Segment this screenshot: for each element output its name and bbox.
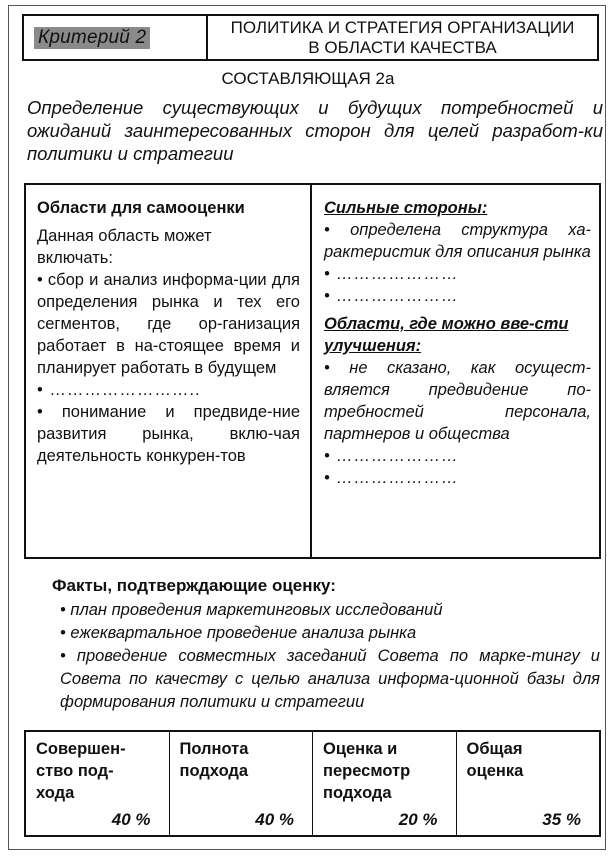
self-assessment-lead: Данная область может включать: <box>37 227 212 267</box>
criterion-title-line1: ПОЛИТИКА И СТРАТЕГИЯ ОРГАНИЗАЦИИ <box>230 18 575 37</box>
self-assessment-title: Области для самооценки <box>37 199 245 217</box>
criterion-header <box>22 14 599 61</box>
score-label-line: ство под- <box>36 762 114 780</box>
score-cell-assessment-review <box>313 732 457 835</box>
score-label-line: хода <box>36 784 75 802</box>
score-value: 40 % <box>255 810 294 829</box>
score-cell-approach-soundness <box>26 732 170 835</box>
fact-item: • проведение совместных заседаний Совета по марке-тингу и Совета по качеству с целью анализа информа-ционной базы для формирования политики и стратегии <box>60 647 600 711</box>
score-value: 35 % <box>542 810 581 829</box>
score-label <box>467 738 600 782</box>
criterion-label: Критерий 2 <box>34 27 150 49</box>
score-label-line: Совершен- <box>36 740 126 758</box>
facts-title: Факты, подтверждающие оценку: <box>52 576 336 595</box>
score-value: 40 % <box>111 810 151 829</box>
improvements-title-text: Области, где можно вве-сти улучшения <box>324 315 569 355</box>
self-assessment-item: • понимание и предвиде-ние развития рынка, вклю-чая деятельность конкурен-тов <box>37 403 300 465</box>
score-cell-approach-completeness <box>170 732 314 835</box>
improvement-item: • не сказано, как осущест-вляется предвидение по-требностей персонала, партнеров и общества <box>324 359 591 443</box>
score-label-line: пересмотр <box>323 762 411 780</box>
fact-item: • ежеквартальное проведение анализа рынка <box>60 624 417 642</box>
score-cell-overall <box>457 732 600 835</box>
supporting-facts <box>52 574 600 714</box>
score-label <box>36 738 169 804</box>
component-heading: СОСТАВЛЯЮЩАЯ 2а <box>221 69 395 88</box>
improvement-item-placeholder: • ………………… <box>324 447 459 465</box>
scores-table <box>24 730 601 837</box>
score-label-line: Оценка и <box>323 740 398 758</box>
score-value: 20 % <box>398 810 438 829</box>
score-label-line: подхода <box>179 762 249 780</box>
self-assessment-item-placeholder: • …………………….. <box>37 381 201 399</box>
strength-item-placeholder: • ………………… <box>324 287 459 305</box>
strength-item: • определена структура ха-рактеристик для описания рынка <box>324 221 591 261</box>
improvement-item-placeholder: • ………………… <box>324 469 459 487</box>
score-label-line: подхода <box>323 784 392 802</box>
score-label-line: Общая <box>466 740 523 758</box>
findings-column <box>312 185 599 557</box>
self-assessment-column <box>26 185 312 557</box>
score-label-line: Полнота <box>179 740 249 758</box>
assessment-box <box>24 183 601 559</box>
fact-item: • план проведения маркетинговых исследований <box>60 601 443 619</box>
criterion-cell <box>24 16 208 59</box>
score-label <box>180 738 313 782</box>
score-label <box>323 738 456 804</box>
self-assessment-item: • сбор и анализ информа-ции для определения рынка и тех его сегментов, где ор-ганизация работает в на-стоящее время и планирует работать в будущем <box>37 271 300 377</box>
score-label-line: оценка <box>466 762 524 780</box>
criterion-title-line2: В ОБЛАСТИ КАЧЕСТВА <box>308 38 497 57</box>
strength-item-placeholder: • ………………… <box>324 265 459 283</box>
component-description: Определение существующих и будущих потребностей и ожиданий заинтересованных сторон для целей разработ-ки политики и стратегии <box>27 97 603 164</box>
criterion-title <box>208 16 597 59</box>
improvements-title: Области, где можно вве-сти улучшения: <box>324 315 569 355</box>
strengths-title-text: Сильные стороны <box>324 199 482 217</box>
strengths-title: Сильные стороны: <box>324 199 488 217</box>
